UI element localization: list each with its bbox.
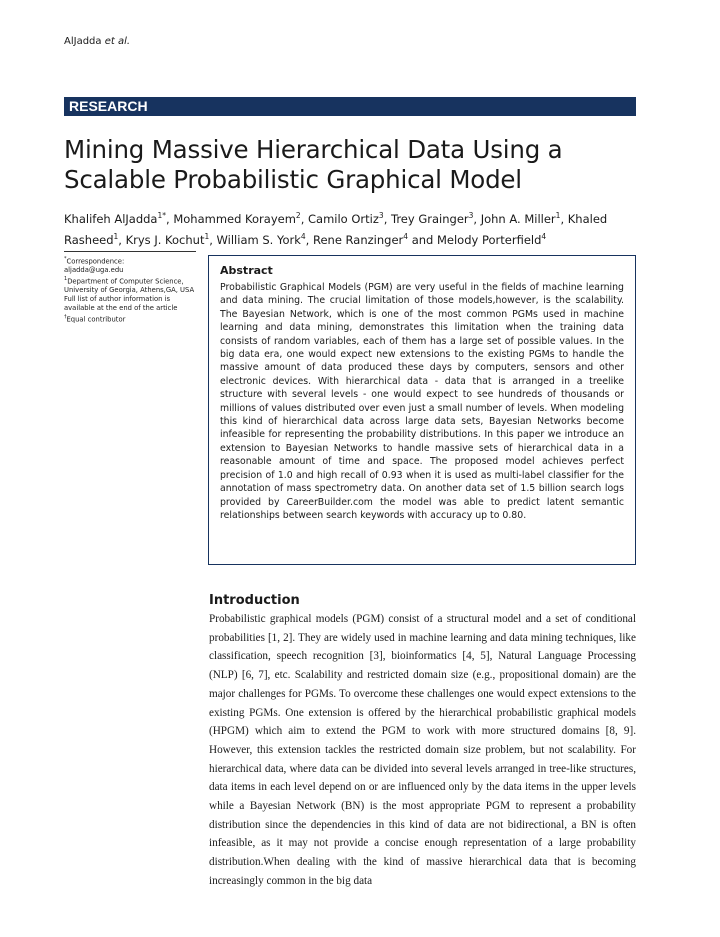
author-name: Krys J. Kochut <box>125 232 205 247</box>
author-name: Mohammed Korayem <box>173 211 296 226</box>
equal-contributor-text: Equal contributor <box>66 315 126 324</box>
author-affiliation-mark: 4 <box>541 231 547 241</box>
equal-contributor-note <box>64 313 196 324</box>
author-affiliation-mark: 2 <box>295 211 301 220</box>
author-list: Khalifeh AlJadda$^{1*}$, Mohammed Korayem$^2$, Camilo Ortiz$^3$, Trey Grainger$^3$, John A. Miller$^1$, Khaled Rasheed$^1$, Krys J. Kochut$^1$, William S. York$^4$, Rene Ranzinger$^4$ and Melody Porterfield$^4$ <box>64 211 608 247</box>
abstract-heading: Abstract <box>220 264 273 277</box>
author-name: William S. York <box>216 232 301 247</box>
author-notes <box>64 251 196 324</box>
author-affiliation-mark: 1 <box>204 231 210 241</box>
affiliation-mark: 1 <box>64 276 68 283</box>
affiliation-note <box>64 275 196 295</box>
author-name: Melody Porterfield <box>436 232 542 247</box>
running-head <box>64 36 130 47</box>
author-name: Rene Ranzinger <box>312 232 404 247</box>
correspondence-mark: * <box>64 256 67 262</box>
running-head-etal: et al. <box>104 36 131 47</box>
author-affiliation-mark: 3 <box>468 211 474 220</box>
correspondence-label: Correspondence: <box>66 257 125 266</box>
affiliation-text: Department of Computer Science, University of Georgia, Athens,GA, USA <box>64 277 195 295</box>
author-name: Khaled Rasheed <box>64 211 608 247</box>
introduction-body: Probabilistic graphical models (PGM) consist of a structural model and a set of conditional probabilities [1, 2]. They are widely used in machine learning and data mining techniques, like classification, speech recognition [3], bioinformatics [4, 5], Natural Language Processing (NLP) [6, 7], etc. Scalability and restricted domain size (e.g., propositional domain) are the major challenges for PGMs. To overcome these challenges one would expect extensions to the existing PGMs. One extension is offered by the hierarchical probabilistic graphical models (HPGM) which aim to extend the PGM to work with more structured domains [8, 9]. However, this extension tackles the restricted domain size problem, but not scalability. For hierarchical data, where data can be divided into several levels arranged in tree-like structures, data items in each level depend on or are influenced only by the data items in the upper levels while a Bayesian Network (BN) is the most appropriate PGM to represent a probability distribution since the dependencies in this kind of data are not bidirectional, a BN is often infeasible, as it may not provide a concise enough representation of a large probability distribution.When dealing with the kind of massive hierarchical data that is becoming increasingly common in the big data <box>209 613 636 887</box>
author-name: John A. Miller <box>480 211 556 226</box>
author-affiliation-mark: 1 <box>113 231 119 241</box>
author-affiliation-mark: 1 <box>555 211 561 220</box>
abstract-box <box>208 255 636 565</box>
correspondence-email: aljadda@uga.edu <box>64 266 124 275</box>
author-name: Trey Grainger <box>391 211 469 226</box>
author-name: Khalifeh AlJadda <box>64 211 158 226</box>
full-list-note: Full list of author information is available at the end of the article <box>64 295 178 313</box>
correspondence-note <box>64 255 196 266</box>
equal-contributor-mark: † <box>64 313 67 320</box>
author-affiliation-mark: 1* <box>157 211 167 220</box>
author-affiliation-mark: 3 <box>378 211 384 220</box>
author-connector: and <box>411 232 434 247</box>
introduction-heading: Introduction <box>209 593 300 608</box>
running-head-authors: AlJadda <box>64 36 102 47</box>
author-name: Camilo Ortiz <box>308 211 379 226</box>
paper-title: Mining Massive Hierarchical Data Using a Scalable Probabilistic Graphical Model <box>64 135 563 194</box>
author-affiliation-mark: 4 <box>300 231 306 241</box>
author-affiliation-mark: 4 <box>403 231 409 241</box>
abstract-body: Probabilistic Graphical Models (PGM) are very useful in the fields of machine learning and data mining. The crucial limitation of those models,however, is the scalability. The Bayesian Network, which is one of the most common PGMs used in machine learning and data mining, demonstrates this limitation when the training data consists of random variables, each of them has a large set of possible values. In the big data era, one would expect new extensions to the existing PGMs to handle the massive amount of data produced these days by computers, sensors and other electronic devices. With hierarchical data - data that is arranged in a treelike structure with several levels - one would expect to see hundreds of thousands or millions of values distributed over even just a small number of levels. When modeling this kind of hierarchical data across large data sets, Bayesian Networks become infeasible for representing the probability distributions. In this paper we introduce an extension to Bayesian Networks to handle massive sets of hierarchical data in a reasonable amount of time and space. The proposed model achieves perfect precision of 1.0 and high recall of 0.93 when it is used as multi-label classifier for the annotation of mass spectrometry data. On another data set of 1.5 billion search logs provided by CareerBuilder.com the model was able to predict latent semantic relationships between search keywords with accuracy up to 0.80. <box>220 282 624 521</box>
section-label: RESEARCH <box>64 97 636 116</box>
